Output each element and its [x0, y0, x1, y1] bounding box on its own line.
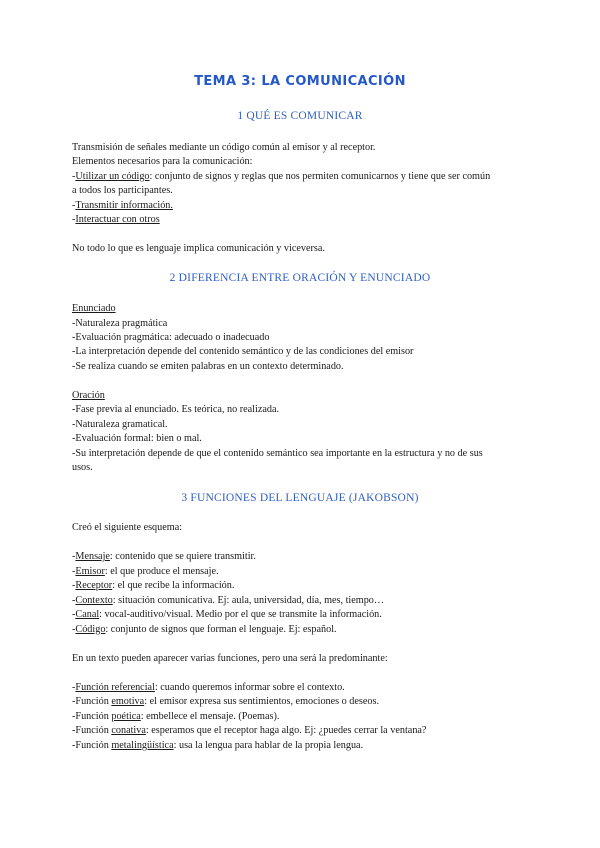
underlined-term: poética: [111, 711, 141, 722]
paragraph-line: No todo lo que es lenguaje implica comunicación y viceversa.: [72, 243, 325, 254]
list-item: -Emisor: el que produce el mensaje.: [72, 566, 219, 577]
list-item: -Se realiza cuando se emiten palabras en un contexto determinado.: [72, 361, 344, 372]
underlined-term: Utilizar un código: [75, 171, 150, 182]
paragraph-line: En un texto pueden aparecer varias funciones, pero una será la predominante:: [72, 653, 388, 664]
paragraph-line: Creó el siguiente esquema:: [72, 522, 183, 533]
list-item: -Función poética: embellece el mensaje. (Poemas).: [72, 711, 280, 722]
paragraph-line: Transmisión de señales mediante un código común al emisor y al receptor.: [72, 142, 376, 153]
underlined-term: conativa: [111, 725, 146, 736]
underlined-term: metalingüística: [111, 740, 174, 751]
subheading-enunciado: Enunciado: [72, 303, 116, 314]
list-item: -Función emotiva: el emisor expresa sus sentimientos, emociones o deseos.: [72, 696, 380, 707]
underlined-term: Receptor: [75, 580, 113, 591]
list-item: -Evaluación pragmática: adecuado o inadecuado: [72, 332, 270, 343]
section-1-heading: 1 QUÉ ES COMUNICAR: [237, 110, 363, 122]
underlined-term: Transmitir información.: [75, 200, 173, 211]
list-item: -Naturaleza gramatical.: [72, 419, 168, 430]
list-item: -Contexto: situación comunicativa. Ej: aula, universidad, día, mes, tiempo…: [72, 595, 385, 606]
section-2-heading: 2 DIFERENCIA ENTRE ORACIÓN Y ENUNCIADO: [169, 272, 431, 284]
underlined-term: Canal: [75, 609, 100, 620]
document-title: TEMA 3: LA COMUNICACIÓN: [194, 74, 406, 89]
list-item: -Su interpretación depende de que el contenido semántico sea importante en la estructura y no de sus: [72, 448, 483, 459]
underlined-term: emotiva: [111, 696, 145, 707]
underlined-term: Interactuar con otros: [75, 214, 160, 225]
list-item: -La interpretación depende del contenido semántico y de las condiciones del emisor: [72, 346, 414, 357]
list-item: -Código: conjunto de signos que forman el lenguaje. Ej: español.: [72, 624, 337, 635]
list-item: -Evaluación formal: bien o mal.: [72, 433, 202, 444]
list-item: -Transmitir información.: [72, 200, 173, 211]
list-item: -Función metalingüística: usa la lengua para hablar de la propia lengua.: [72, 740, 364, 751]
underlined-term: Código: [75, 624, 106, 635]
underlined-term: Contexto: [75, 595, 113, 606]
list-item: -Receptor: el que recibe la información.: [72, 580, 235, 591]
list-item: -Canal: vocal-auditivo/visual. Medio por el que se transmite la información.: [72, 609, 382, 620]
paragraph-line: usos.: [72, 462, 93, 473]
list-item: -Mensaje: contenido que se quiere transmitir.: [72, 551, 256, 562]
list-item: -Utilizar un código: conjunto de signos y reglas que nos permiten comunicarnos y tiene que ser común: [72, 171, 491, 182]
subheading-oracion: Oración: [72, 390, 105, 401]
list-item: -Naturaleza pragmática: [72, 318, 168, 329]
list-item: -Función conativa: esperamos que el receptor haga algo. Ej: ¿puedes cerrar la ventana?: [72, 725, 427, 736]
list-item: -Función referencial: cuando queremos informar sobre el contexto.: [72, 682, 345, 693]
underlined-term: Mensaje: [75, 551, 110, 562]
underlined-term: Emisor: [75, 566, 105, 577]
list-item: -Fase previa al enunciado. Es teórica, no realizada.: [72, 404, 280, 415]
underlined-term: Función referencial: [75, 682, 155, 693]
paragraph-line: a todos los participantes.: [72, 185, 173, 196]
paragraph-line: Elementos necesarios para la comunicación:: [72, 156, 253, 167]
list-item: -Interactuar con otros: [72, 214, 160, 225]
section-3-heading: 3 FUNCIONES DEL LENGUAJE (JAKOBSON): [181, 492, 419, 504]
